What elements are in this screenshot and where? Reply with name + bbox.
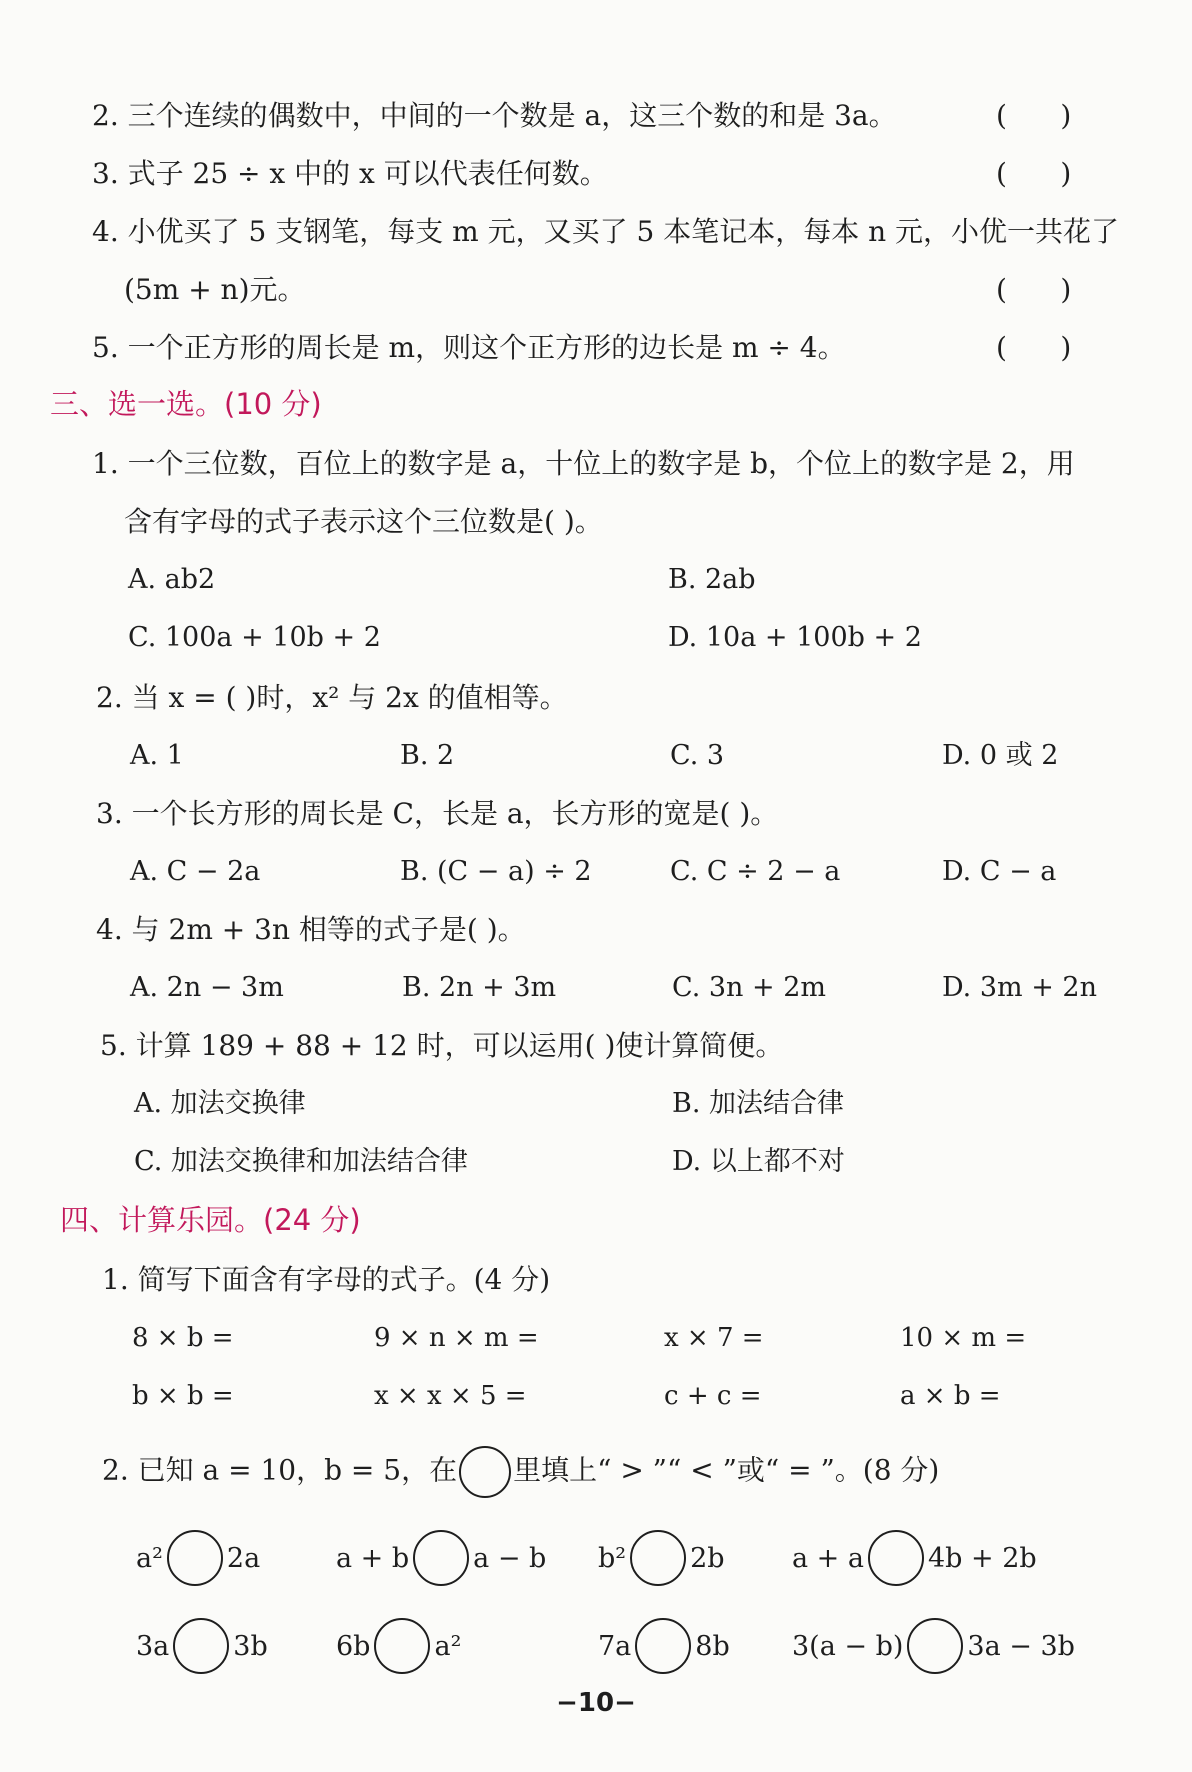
choice-q1-option-d[interactable]: D. 10a + 100b + 2 [668, 622, 922, 653]
calc-q2-text-before: 2. 已知 a = 10，b = 5，在 [102, 1453, 458, 1487]
calc-q1-expr[interactable]: c + c = [664, 1381, 762, 1411]
choice-q5-option-a[interactable]: A. 加法交换律 [134, 1088, 306, 1119]
comparison-circle[interactable] [630, 1530, 686, 1586]
choice-q5-option-d[interactable]: D. 以上都不对 [672, 1146, 845, 1177]
calc-q1-expr[interactable]: x × 7 = [664, 1323, 764, 1353]
judge-q4-line2: (5m + n)元。 [124, 273, 306, 306]
choice-q2-option-a[interactable]: A. 1 [130, 740, 184, 771]
comparison-left: a + b [336, 1542, 410, 1574]
comparison-item [336, 1526, 546, 1590]
choice-q3-option-b[interactable]: B. (C − a) ÷ 2 [400, 856, 592, 887]
choice-q4: 4. 与 2m + 3n 相等的式子是( )。 [96, 913, 526, 946]
answer-paren-q3[interactable]: ( ) [996, 157, 1072, 190]
comparison-right: 3b [233, 1630, 268, 1662]
comparison-circle[interactable] [413, 1530, 469, 1586]
calc-q2 [102, 1446, 939, 1498]
section-3-title: 三、选一选。(10 分) [50, 387, 322, 421]
comparison-item [598, 1614, 730, 1678]
page-number: −10− [556, 1688, 636, 1718]
comparison-left: 6b [336, 1630, 371, 1662]
comparison-item [792, 1526, 1037, 1590]
comparison-circle[interactable] [167, 1530, 223, 1586]
comparison-left: 3a [136, 1630, 170, 1662]
choice-q3-option-c[interactable]: C. C ÷ 2 − a [670, 856, 841, 887]
comparison-circle[interactable] [868, 1530, 924, 1586]
comparison-right: a² [434, 1630, 462, 1662]
choice-q2-option-c[interactable]: C. 3 [670, 740, 725, 771]
calc-q1-expr[interactable]: b × b = [132, 1381, 234, 1411]
comparison-left: a + a [792, 1542, 864, 1574]
choice-q1-option-c[interactable]: C. 100a + 10b + 2 [128, 622, 381, 653]
comparison-item [792, 1614, 1075, 1678]
comparison-right: 2b [690, 1542, 725, 1574]
calc-q1-expr[interactable]: 8 × b = [132, 1323, 234, 1353]
judge-q4-line1: 4. 小优买了 5 支钢笔，每支 m 元，又买了 5 本笔记本，每本 n 元，小优一共花了 [92, 215, 1120, 248]
choice-q4-option-b[interactable]: B. 2n + 3m [402, 972, 557, 1003]
comparison-left: 7a [598, 1630, 632, 1662]
comparison-circle[interactable] [374, 1618, 430, 1674]
comparison-left: 3(a − b) [792, 1630, 904, 1662]
comparison-circle[interactable] [173, 1618, 229, 1674]
comparison-circle[interactable] [635, 1618, 691, 1674]
judge-q2: 2. 三个连续的偶数中，中间的一个数是 a，这三个数的和是 3a。 [92, 99, 897, 132]
answer-paren-q2[interactable]: ( ) [996, 99, 1072, 132]
choice-q4-option-a[interactable]: A. 2n − 3m [130, 972, 284, 1003]
choice-q2-option-d[interactable]: D. 0 或 2 [942, 740, 1059, 771]
comparison-right: 3a − 3b [967, 1630, 1075, 1662]
choice-q3: 3. 一个长方形的周长是 C，长是 a，长方形的宽是( )。 [96, 797, 779, 830]
answer-paren-q4[interactable]: ( ) [996, 273, 1072, 306]
circle-icon [459, 1446, 511, 1498]
comparison-right: 4b + 2b [927, 1542, 1037, 1574]
comparison-left: a² [136, 1542, 163, 1574]
comparison-right: 8b [695, 1630, 730, 1662]
choice-q4-option-c[interactable]: C. 3n + 2m [672, 972, 826, 1003]
comparison-right: 2a [226, 1542, 261, 1574]
calc-q1-expr[interactable]: 9 × n × m = [374, 1323, 539, 1353]
comparison-circle[interactable] [907, 1618, 963, 1674]
answer-paren-q5[interactable]: ( ) [996, 331, 1072, 364]
choice-q1-option-b[interactable]: B. 2ab [668, 564, 756, 595]
calc-q1-expr[interactable]: x × x × 5 = [374, 1381, 527, 1411]
choice-q5-option-b[interactable]: B. 加法结合律 [672, 1088, 845, 1119]
section-4-title: 四、计算乐园。(24 分) [60, 1203, 361, 1237]
comparison-item [136, 1526, 260, 1590]
choice-q1-line1: 1. 一个三位数，百位上的数字是 a，十位上的数字是 b，个位上的数字是 2，用 [92, 447, 1075, 480]
calc-q2-text-after: 里填上“ > ”“ < ”或“ = ”。(8 分) [513, 1453, 940, 1487]
comparison-right: a − b [473, 1542, 547, 1574]
choice-q3-option-d[interactable]: D. C − a [942, 856, 1057, 887]
calc-q1: 1. 简写下面含有字母的式子。(4 分) [102, 1263, 551, 1296]
choice-q1-line2: 含有字母的式子表示这个三位数是( )。 [124, 505, 603, 538]
choice-q5: 5. 计算 189 + 88 + 12 时，可以运用( )使计算简便。 [100, 1029, 784, 1062]
choice-q5-option-c[interactable]: C. 加法交换律和加法结合律 [134, 1146, 468, 1177]
choice-q2: 2. 当 x = ( )时，x² 与 2x 的值相等。 [96, 681, 568, 714]
choice-q3-option-a[interactable]: A. C − 2a [130, 856, 261, 887]
comparison-item [136, 1614, 268, 1678]
calc-q1-expr[interactable]: a × b = [900, 1381, 1001, 1411]
comparison-item [336, 1614, 461, 1678]
judge-q5: 5. 一个正方形的周长是 m，则这个正方形的边长是 m ÷ 4。 [92, 331, 846, 364]
comparison-item [598, 1526, 725, 1590]
choice-q2-option-b[interactable]: B. 2 [400, 740, 455, 771]
choice-q4-option-d[interactable]: D. 3m + 2n [942, 972, 1097, 1003]
comparison-left: b² [598, 1542, 627, 1574]
judge-q3: 3. 式子 25 ÷ x 中的 x 可以代表任何数。 [92, 157, 608, 190]
calc-q1-expr[interactable]: 10 × m = [900, 1323, 1027, 1353]
choice-q1-option-a[interactable]: A. ab2 [128, 564, 216, 595]
